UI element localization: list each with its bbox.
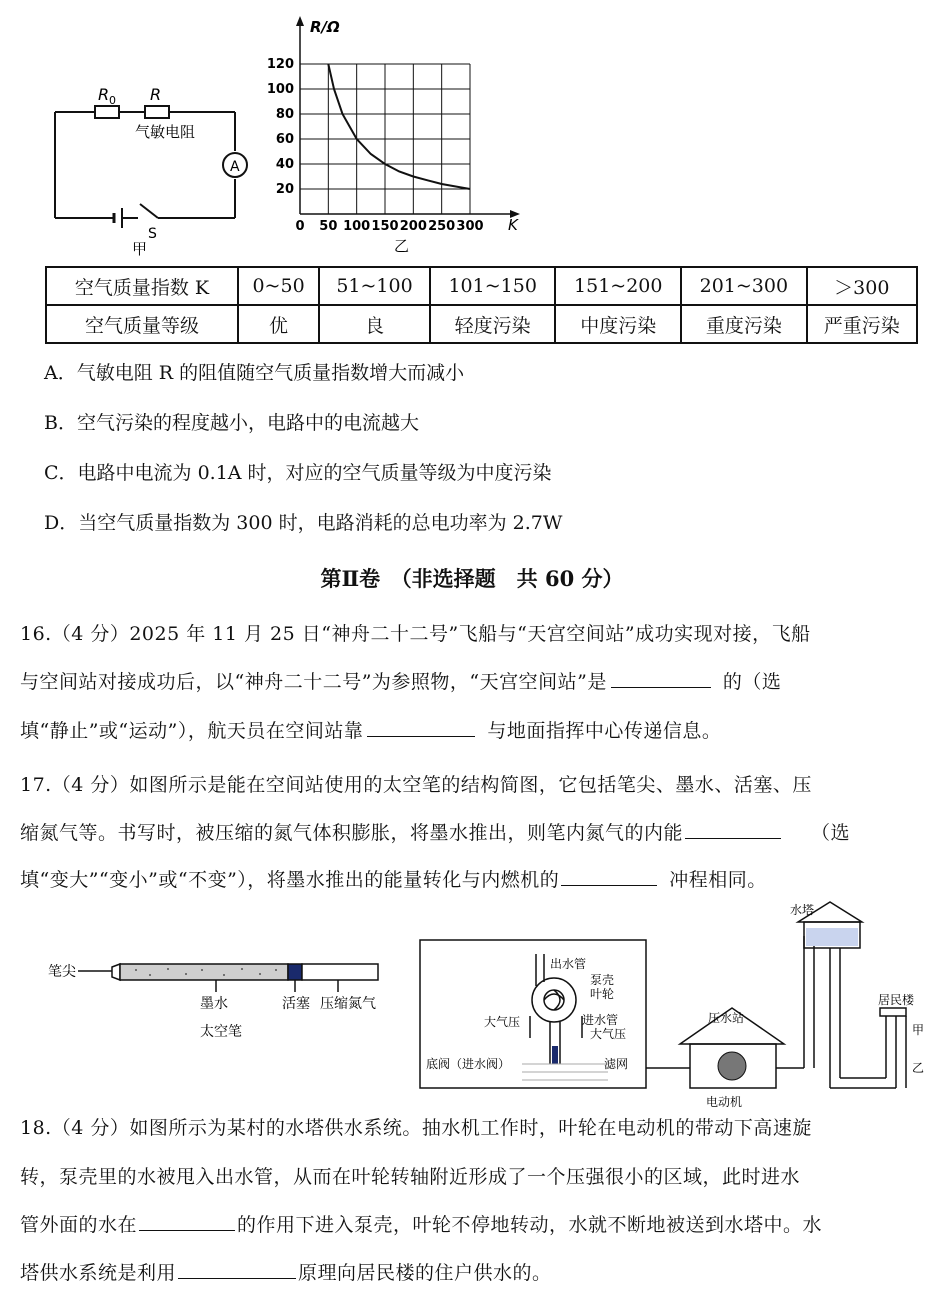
pen-ink-label: 墨水	[200, 996, 228, 1012]
atm-right-label: 大气压	[590, 1027, 627, 1041]
r0-label: R	[98, 85, 110, 104]
q16-text: 与地面指挥中心传递信息。	[487, 720, 722, 742]
table-cell: ＞300	[807, 267, 917, 305]
table-cell: 良	[319, 305, 430, 343]
q18-line-1: 18.（4 分）如图所示为某村的水塔供水系统。抽水机工作时，叶轮在电动机的带动下高速旋	[20, 1117, 812, 1139]
table-cell: 201~300	[681, 267, 807, 305]
table-cell: 51~100	[319, 267, 430, 305]
jia-label: 甲	[912, 1023, 925, 1037]
answer-blank[interactable]	[685, 820, 781, 839]
q18-text: 的作用下进入泵壳，叶轮不停地转动，水就不断地被送到水塔中。水	[237, 1214, 823, 1236]
space-pen-diagram	[40, 950, 400, 1050]
table-cell: 轻度污染	[430, 305, 556, 343]
circuit-caption: 甲	[132, 240, 148, 258]
table-row	[46, 305, 917, 343]
filter-label: 滤网	[604, 1057, 629, 1071]
chart-y-tick-label: 60	[275, 132, 294, 147]
q16-text: 填“静止”或“运动”），航天员在空间站靠	[20, 720, 364, 742]
q18-line-4	[20, 1258, 552, 1285]
option-b: B．空气污染的程度越小，电路中的电流越大	[44, 412, 419, 434]
q16-line-1: 16.（4 分）2025 年 11 月 25 日“神舟二十二号”飞船与“天宫空间站”成功实现对接，飞船	[20, 623, 811, 645]
chart-x-tick-label: 250	[428, 219, 456, 234]
ammeter-label: A	[230, 159, 240, 175]
table-cell: 空气质量指数 K	[46, 267, 238, 305]
q17-text: 填“变大”“变小”或“不变”），将墨水推出的能量转化与内燃机的	[20, 869, 560, 891]
tower-label: 水塔	[790, 903, 815, 917]
chart-x-tick-label: 100	[343, 219, 371, 234]
resistance-chart	[260, 8, 530, 260]
answer-blank[interactable]	[367, 718, 475, 737]
q17-line-3	[20, 865, 767, 892]
option-c: C．电路中电流为 0.1A 时，对应的空气质量等级为中度污染	[44, 462, 552, 484]
pen-piston-label: 活塞	[282, 996, 310, 1012]
water-tower-system-diagram	[418, 896, 928, 1109]
table-cell: 151~200	[555, 267, 681, 305]
table-cell: 0~50	[238, 267, 319, 305]
chart-x-tick-label: 300	[456, 219, 484, 234]
q18-line-3	[20, 1210, 822, 1237]
table-cell: 101~150	[430, 267, 556, 305]
table-cell: 严重污染	[807, 305, 917, 343]
chart-x-tick-label: 150	[371, 219, 399, 234]
chart-y-tick-label: 100	[266, 82, 294, 97]
chart-y-tick-label: 120	[266, 57, 294, 72]
chart-x-tick-label: 50	[319, 219, 338, 234]
outlet-label: 出水管	[550, 957, 587, 971]
chart-y-axis-label: R/Ω	[310, 18, 340, 36]
table-cell: 中度污染	[555, 305, 681, 343]
q17-line-2	[20, 818, 850, 845]
q18-text: 管外面的水在	[20, 1214, 138, 1236]
gas-resistor-label: 气敏电阻	[135, 123, 196, 141]
chart-y-tick-label: 40	[275, 157, 294, 172]
station-label: 压水站	[708, 1011, 745, 1025]
answer-blank[interactable]	[178, 1260, 296, 1279]
q18-text: 原理向居民楼的住户供水的。	[298, 1262, 552, 1284]
answer-blank[interactable]	[561, 867, 657, 886]
table-cell: 优	[238, 305, 319, 343]
pen-tip-label: 笔尖	[48, 964, 76, 980]
air-quality-table	[45, 266, 918, 344]
q17-text: 缩氮气等。书写时，被压缩的氮气体积膨胀，将墨水推出，则笔内氮气的内能	[20, 822, 684, 844]
table-row	[46, 267, 917, 305]
inlet-label: 进水管	[582, 1013, 619, 1027]
switch-label: S	[148, 226, 157, 242]
q18-line-2: 转，泵壳里的水被甩入出水管，从而在叶轮转轴附近形成了一个压强很小的区域，此时进水	[20, 1166, 801, 1188]
yi-label: 乙	[912, 1061, 925, 1075]
q16-text: 与空间站对接成功后，以“神舟二十二号”为参照物，“天宫空间站”是	[20, 671, 607, 693]
building-label: 居民楼	[878, 993, 915, 1007]
chart-x-tick-label: 200	[399, 219, 427, 234]
table-cell: 空气质量等级	[46, 305, 238, 343]
motor-label: 电动机	[706, 1095, 743, 1109]
shell-label: 泵壳	[590, 973, 615, 987]
answer-blank[interactable]	[139, 1212, 235, 1231]
answer-blank[interactable]	[611, 669, 711, 688]
chart-caption: 乙	[394, 237, 410, 255]
valve-label: 底阀（进水阀）	[426, 1057, 511, 1071]
q17-line-1: 17.（4 分）如图所示是能在空间站使用的太空笔的结构简图，它包括笔尖、墨水、活塞、压	[20, 774, 812, 796]
pen-nitrogen-label: 压缩氮气	[320, 996, 376, 1012]
r0-sub: 0	[109, 94, 116, 107]
chart-series-line	[328, 64, 470, 189]
section-title: 第Ⅱ卷 （非选择题 共 60 分）	[320, 566, 624, 591]
chart-y-tick-label: 80	[275, 107, 294, 122]
table-cell: 重度污染	[681, 305, 807, 343]
q18-text: 塔供水系统是利用	[20, 1262, 177, 1284]
r-label: R	[150, 85, 162, 104]
q17-text: （选	[811, 822, 851, 844]
q16-line-3	[20, 716, 721, 743]
option-d: D．当空气质量指数为 300 时，电路消耗的总电功率为 2.7W	[44, 512, 563, 534]
chart-y-tick-label: 20	[275, 182, 294, 197]
q16-line-2	[20, 667, 781, 694]
chart-x-tick-label: 0	[295, 219, 305, 234]
impeller-label: 叶轮	[590, 987, 615, 1001]
q17-text: 冲程相同。	[669, 869, 767, 891]
circuit-diagram	[40, 70, 260, 260]
option-a: A．气敏电阻 R 的阻值随空气质量指数增大而减小	[44, 362, 465, 384]
pen-caption: 太空笔	[200, 1024, 242, 1040]
atm-left-label: 大气压	[484, 1015, 521, 1029]
chart-x-axis-label: K	[508, 216, 518, 234]
chart-y-axis-arrow	[296, 16, 304, 26]
q16-text: 的（选	[722, 671, 782, 693]
